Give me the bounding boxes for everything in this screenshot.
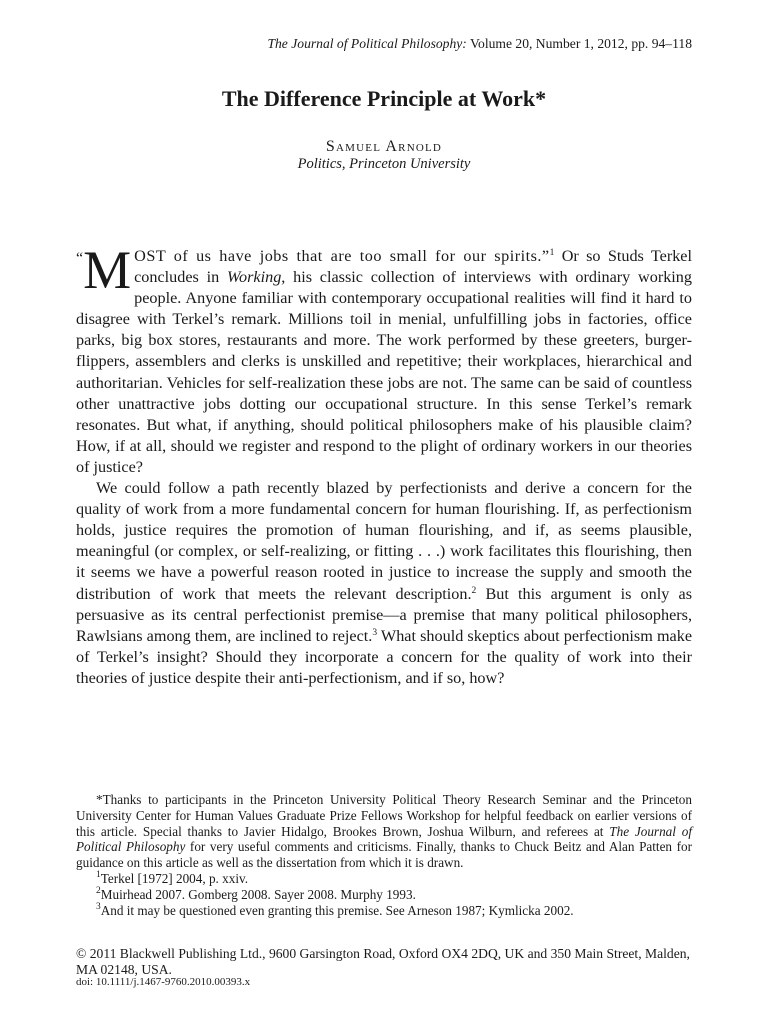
- footnote-ref-3[interactable]: 3: [372, 627, 378, 638]
- footnote-ref-2[interactable]: 2: [471, 585, 477, 596]
- article-title: The Difference Principle at Work*: [221, 86, 547, 111]
- author-name: Samuel Arnold: [325, 138, 443, 155]
- running-head: [76, 36, 692, 52]
- lead-text: OST of us have jobs that are too small for our spirits.”: [134, 247, 550, 265]
- ack-journal-title: The Journal of Political Philosophy: [76, 823, 692, 855]
- paragraph-2: [76, 478, 692, 689]
- footnote-3: [76, 903, 692, 919]
- footnote-3-number: 3: [96, 901, 101, 912]
- paragraph-1-text-a: Or so Studs Terkel concludes in: [134, 247, 692, 287]
- footnote-2-number: 2: [96, 885, 101, 896]
- paragraph-2-text-c: What should skeptics about perfectionism make of Terkel’s insight? Should they incorporate a concern for the quality of work into their theories of justice despite their anti-perfectionism, and if so, how?: [76, 626, 693, 687]
- footnote-ref-1[interactable]: 1: [549, 248, 555, 258]
- footnote-2: [76, 887, 692, 903]
- article-page: [76, 0, 692, 1024]
- paragraph-2-text-b: But this argument is only as persuasive as its central perfectionist premise—a premise that many political philosophers, Rawlsians among them, are inclined to reject.: [76, 584, 692, 645]
- paragraph-1-text-b: , his classic collection of interviews with ordinary working people. Anyone familiar with contemporary occupational realities will find it hard to disagree with Terkel’s remark. Millions toil in menial, unfulfilling jobs in factories, office parks, big box stores, restaurants and more. The work performed by these greeters, burger-flippers, assemblers and clerks is unskilled and repetitive; their workplaces, hierarchical and authoritarian. Vehicles for self-realization these jobs are not. The same can be said of countless other unattractive jobs dotting our occupational structure. In this sense Terkel’s remark resonates. But what, if anything, should political philosophers make of his plausible claim? How, if at all, should we register and respond to the plight of ordinary workers in our theories of justice?: [76, 268, 692, 476]
- ack-text-a: *Thanks to participants in the Princeton University Political Theory Research Seminar and the Princeton University Center for Human Values Graduate Prize Fellows Workshop for helpful feedback on earlier versions of this article. Special thanks to Javier Hidalgo, Brookes Brown, Joshua Wilburn, and referees at: [76, 792, 692, 839]
- doi[interactable]: doi: 10.1111/j.1467-9760.2010.00393.x: [76, 976, 251, 988]
- book-title: Working: [227, 268, 282, 287]
- paragraph-1: [76, 240, 692, 478]
- paragraph-2-text-a: We could follow a path recently blazed by perfectionists and derive a concern for the quality of work from a more fundamental concern for human flourishing. If, as perfectionism holds, justice requires the promotion of human flourishing, and if, as seems plausible, meaningful (or complex, or self-realizing, or fitting . . .) work facilitates this flourishing, then it seems we have a powerful reason rooted in justice to increase the supply and smooth the distribution of work that meets the relevant description.: [76, 479, 692, 603]
- footnotes: [76, 792, 692, 918]
- footnote-1-text: Terkel [1972] 2004, p. xxiv.: [100, 870, 249, 886]
- footnote-3-text: And it may be questioned even granting this premise. See Arneson 1987; Kymlicka 2002.: [100, 902, 574, 918]
- drop-cap: M: [83, 240, 132, 300]
- footnote-1-number: 1: [96, 869, 101, 880]
- open-quote: “: [76, 250, 84, 267]
- article-body: [76, 240, 693, 689]
- footnote-1: [76, 871, 692, 887]
- copyright-notice: © 2011 Blackwell Publishing Ltd., 9600 Garsington Road, Oxford OX4 2DQ, UK and 350 Main Street, Malden, MA 02148, USA.: [76, 946, 690, 977]
- acknowledgement-note: [76, 792, 692, 871]
- footnote-2-text: Muirhead 2007. Gomberg 2008. Sayer 2008. Murphy 1993.: [100, 886, 416, 902]
- author-affiliation: Politics, Princeton University: [297, 156, 471, 172]
- journal-name: The Journal of Political Philosophy:: [267, 36, 467, 51]
- issue-info: Volume 20, Number 1, 2012, pp. 94–118: [466, 36, 692, 51]
- drop-cap-block: [76, 240, 132, 300]
- ack-text-b: for very useful comments and criticisms. Finally, thanks to Chuck Beitz and Alan Patten for guidance on this article as well as the dissertation from which it is drawn.: [76, 839, 692, 871]
